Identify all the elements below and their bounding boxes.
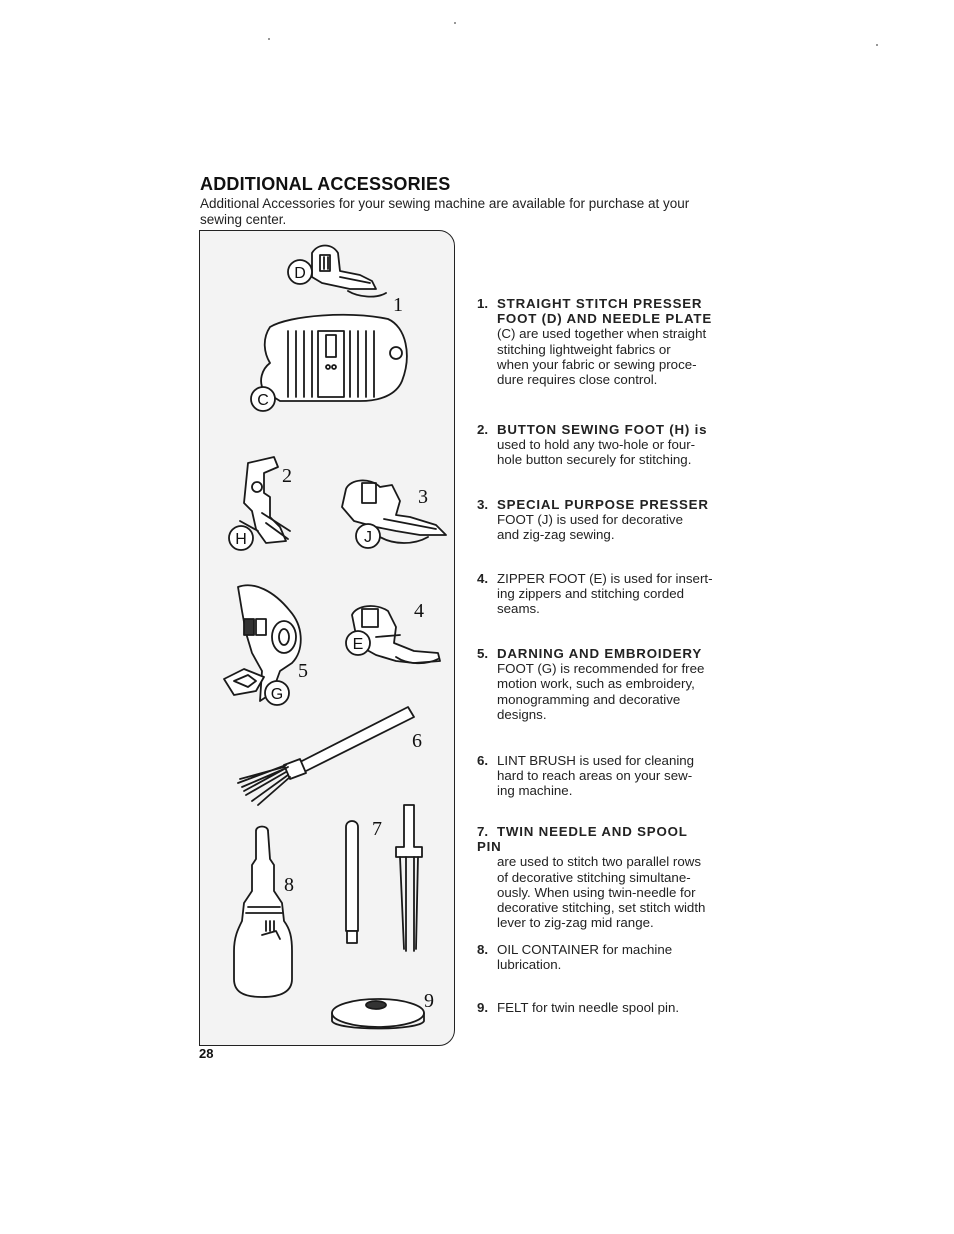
callout-g: G (270, 686, 284, 703)
item-number: 8. (477, 942, 489, 957)
item-number: 6. (477, 753, 489, 768)
item-body (477, 586, 715, 616)
callout-d: D (294, 265, 306, 282)
item-line: FOOT (G) is recommended for free (497, 661, 705, 677)
item-body (477, 957, 715, 972)
item-line: and zig-zag sewing. (497, 527, 615, 543)
darning-foot-icon (224, 585, 301, 701)
item-line: hole button securely for stitching. (497, 452, 692, 468)
item-line: monogramming and decorative (497, 691, 681, 707)
item-number: 2. (477, 422, 489, 437)
label-2: 2 (282, 465, 292, 487)
item-line: STRAIGHT STITCH PRESSER (497, 296, 703, 311)
callout-e: E (352, 636, 364, 653)
felt-pad-icon (332, 999, 424, 1029)
label-3: 3 (418, 486, 428, 508)
callout-j: J (364, 529, 372, 546)
item-body (477, 512, 715, 542)
item-line: (C) are used together when straight (497, 326, 707, 342)
item-line: used to hold any two-hole or four- (497, 437, 696, 453)
item-line: ZIPPER FOOT (E) is used for insert- (497, 571, 713, 586)
item-body (477, 311, 715, 387)
item-line: BUTTON SEWING FOOT (H) is (497, 422, 708, 437)
item-line: when your fabric or sewing proce- (497, 356, 697, 372)
label-5: 5 (298, 660, 308, 682)
accessories-drawing (200, 231, 455, 1046)
list-item-9 (477, 1000, 715, 1015)
scan-speck (454, 22, 456, 24)
item-number: 5. (477, 646, 489, 661)
item-body (477, 854, 715, 930)
item-line: hard to reach areas on your sew- (497, 768, 693, 784)
item-body (477, 437, 715, 467)
scan-speck (876, 44, 878, 46)
list-item-1 (477, 296, 715, 387)
intro-line-2: sewing center. (200, 212, 287, 227)
item-body (477, 661, 715, 722)
item-line: motion work, such as embroidery, (497, 676, 695, 692)
list-item-7 (477, 824, 715, 930)
list-item-4 (477, 571, 715, 617)
intro-paragraph (200, 196, 720, 228)
label-9: 9 (424, 990, 434, 1012)
item-line: FOOT (D) AND NEEDLE PLATE (497, 311, 713, 327)
list-item-5 (477, 646, 715, 722)
straight-stitch-foot-icon (312, 246, 386, 297)
item-number: 3. (477, 497, 489, 512)
scan-speck (268, 38, 270, 40)
page-number: 28 (199, 1046, 214, 1061)
callout-h: H (235, 531, 247, 548)
label-1: 1 (393, 294, 403, 316)
list-item-8 (477, 942, 715, 972)
item-line: DARNING AND EMBROIDERY (497, 646, 702, 661)
accessories-illustration (199, 230, 455, 1046)
list-item-6 (477, 753, 715, 799)
item-line: SPECIAL PURPOSE PRESSER (497, 497, 709, 512)
item-line: ously. When using twin-needle for (497, 884, 696, 900)
item-line: LINT BRUSH is used for cleaning (497, 753, 695, 768)
item-line: lubrication. (497, 957, 562, 973)
twin-needle-icon (396, 805, 422, 951)
item-body (477, 768, 715, 798)
needle-plate-icon (261, 315, 407, 401)
item-line: ing zippers and stitching corded (497, 586, 685, 602)
item-line: ing machine. (497, 783, 573, 799)
item-number: 7. (477, 824, 489, 839)
item-line: FOOT (J) is used for decorative (497, 512, 683, 528)
spool-pin-icon (346, 821, 358, 943)
list-item-2 (477, 422, 715, 468)
item-line: seams. (497, 601, 540, 617)
label-7: 7 (372, 818, 382, 840)
item-line: TWIN NEEDLE AND SPOOL PIN (477, 824, 688, 855)
item-line: OIL CONTAINER for machine (497, 942, 673, 957)
item-line: of decorative stitching simultane- (497, 869, 691, 885)
lint-brush-icon (238, 707, 414, 805)
item-line: are used to stitch two parallel rows (497, 854, 701, 870)
item-line: stitching lightweight fabrics or (497, 341, 671, 357)
item-number: 4. (477, 571, 489, 586)
item-line: decorative stitching, set stitch width (497, 900, 706, 916)
item-number: 9. (477, 1000, 489, 1015)
item-number: 1. (477, 296, 489, 311)
label-8: 8 (284, 874, 294, 896)
oil-container-icon (234, 827, 292, 998)
item-line: lever to zig-zag mid range. (497, 915, 654, 931)
list-item-3 (477, 497, 715, 543)
item-line: designs. (497, 706, 547, 722)
item-line: FELT for twin needle spool pin. (497, 1000, 680, 1015)
label-4: 4 (414, 600, 424, 622)
intro-line-1: Additional Accessories for your sewing machine are available for purchase at your (200, 196, 690, 211)
item-line: dure requires close control. (497, 372, 658, 388)
callout-c: C (257, 392, 269, 409)
label-6: 6 (412, 730, 422, 752)
page-heading: ADDITIONAL ACCESSORIES (200, 174, 451, 194)
